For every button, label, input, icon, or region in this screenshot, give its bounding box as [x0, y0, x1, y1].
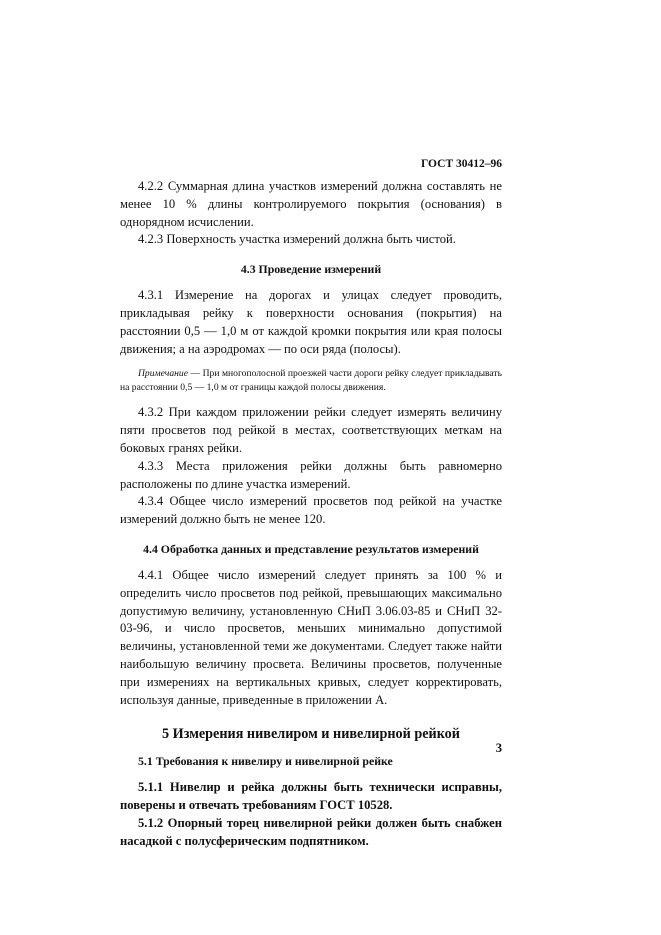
document-code-header: ГОСТ 30412–96 [421, 158, 502, 170]
paragraph-5-1-2: 5.1.2 Опорный торец нивелирной рейки должен быть снабжен насадкой с полусферическим подпятником. [120, 815, 502, 848]
paragraph-4-3-4: 4.3.4 Общее число измерений просветов под рейкой на участке измерений должно быть не менее 120. [120, 494, 502, 527]
page-number: 3 [495, 741, 502, 755]
paragraph-4-2-3: 4.2.3 Поверхность участка измерений должна быть чистой. [138, 232, 456, 247]
heading-5-1: 5.1 Требования к нивелиру и нивелирной рейке [138, 754, 393, 769]
note-label: Примечание [138, 368, 188, 380]
heading-4-4: 4.4 Обработка данных и представление результатов измерений [143, 541, 479, 556]
paragraph-4-3-1: 4.3.1 Измерение на дорогах и улицах следует проводить, прикладывая рейку к поверхности основания (покрытия) на расстоянии 0,5 — 1,0 м от каждой кромки покрытия или края полосы движения; а на аэродромах — по оси ряда (полосы). [120, 288, 502, 356]
paragraph-4-3-3: 4.3.3 Места приложения рейки должны быть равномерно расположены по длине участка измерений. [120, 458, 502, 491]
paragraph-5-1-1: 5.1.1 Нивелир и рейка должны быть технически исправны, поверены и отвечать требованиям ГОСТ 10528. [120, 780, 502, 813]
note-4-3-1 [120, 367, 502, 395]
note-text: — При многополосной проезжей части дороги рейку следует прикладывать на расстоянии 0,5 — 1,0 м от границы каждой полосы движения. [120, 368, 502, 394]
paragraph-4-3-2: 4.3.2 При каждом приложении рейки следует измерять величину пяти просветов под рейкой в местах, соответствующих меткам на боковых гранях рейки. [120, 405, 502, 455]
heading-4-3: 4.3 Проведение измерений [240, 262, 382, 277]
document-body [120, 178, 502, 851]
heading-section-5: 5 Измерения нивелиром и нивелирной рейкой [162, 726, 460, 743]
paragraph-4-4-1: 4.4.1 Общее число измерений следует принять за 100 % и определить число просветов под рейкой, превышающих максимально допустимую величину, установленную СНиП 3.06.03-85 и СНиП 32-03-96, и число просветов, меньших минимально допустимой величины, установленной теми же документами. Следует также найти наибольшую величину просвета. Величины просветов, полученные при измерениях на вертикальных кривых, следует корректировать, используя данные, приведенные в приложении А. [120, 567, 502, 707]
section-5-1-block [120, 753, 502, 850]
paragraph-4-2-2: 4.2.2 Суммарная длина участков измерений должна составлять не менее 10 % длины контролируемого покрытия (основания) в однорядном исчислении. [120, 179, 502, 229]
